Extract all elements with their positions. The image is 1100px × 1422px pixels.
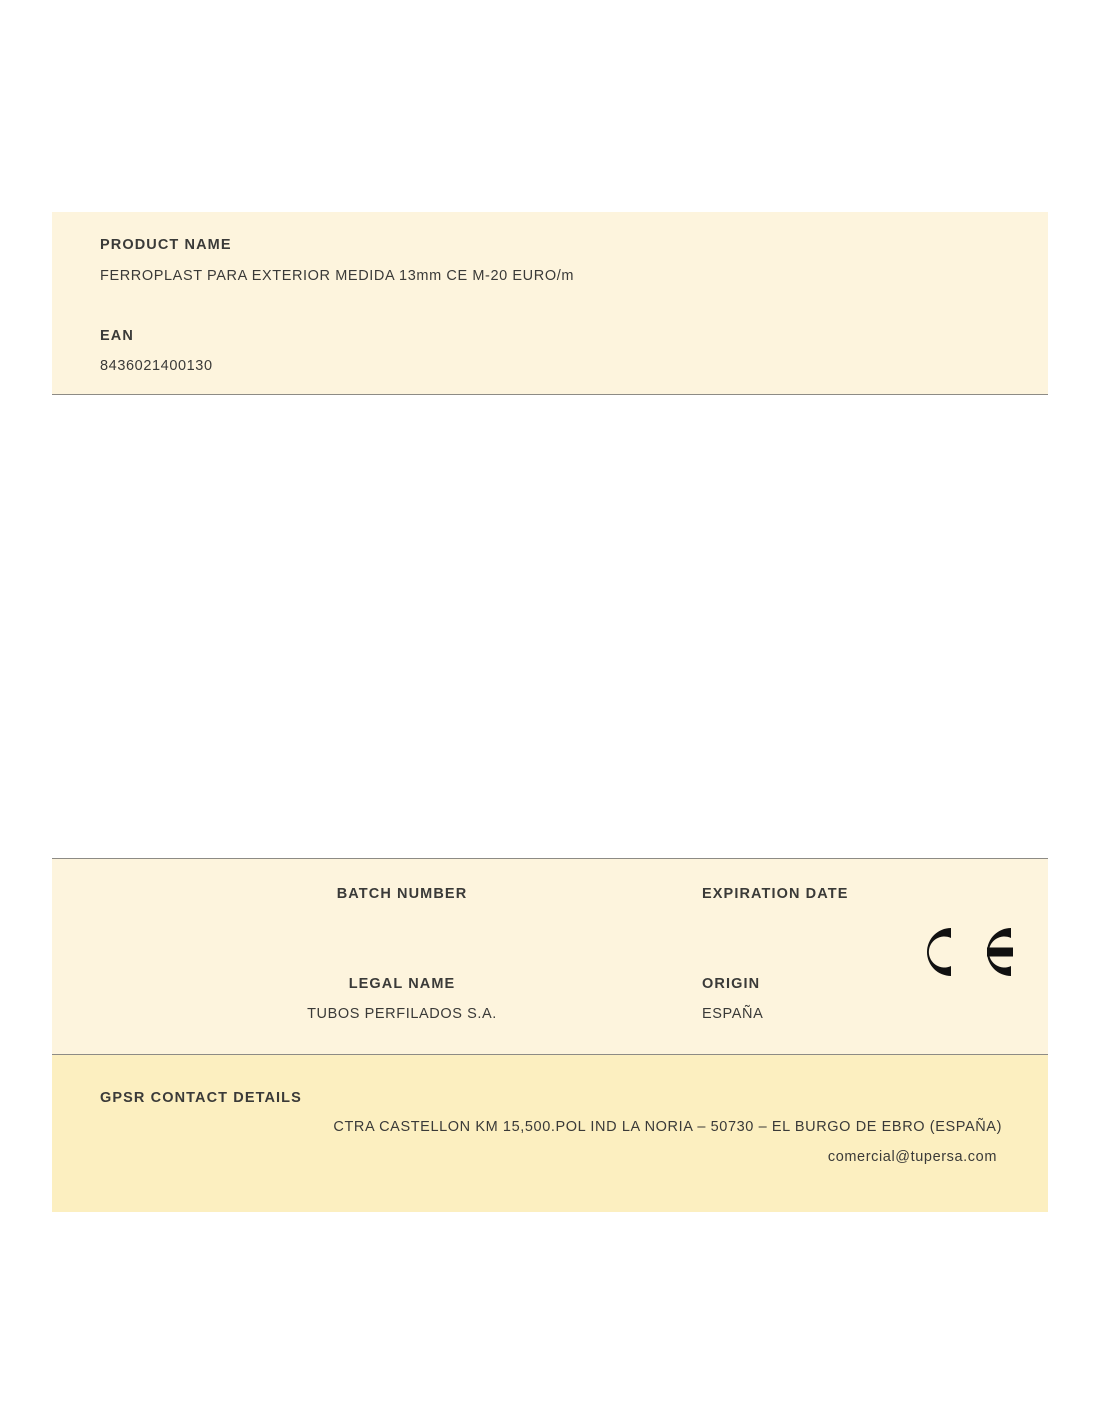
product-name-label: PRODUCT NAME — [100, 237, 232, 253]
ean-value: 8436021400130 — [100, 358, 213, 374]
legal-name-label: LEGAL NAME — [348, 976, 456, 992]
origin-label: ORIGIN — [702, 976, 761, 992]
ean-label: EAN — [100, 328, 134, 344]
product-name-value: FERROPLAST PARA EXTERIOR MEDIDA 13mm CE M-20 EURO/m — [100, 268, 575, 284]
ce-mark-icon — [907, 919, 1017, 985]
legal-name-value: TUBOS PERFILADOS S.A. — [307, 1006, 497, 1022]
gpsr-contact-block — [52, 1055, 1048, 1212]
blank-content-area — [52, 395, 1048, 858]
batch-legal-block — [52, 858, 1048, 1055]
gpsr-email[interactable]: comercial@tupersa.com — [827, 1149, 997, 1165]
product-info-block — [52, 212, 1048, 395]
gpsr-contact-label: GPSR CONTACT DETAILS — [100, 1090, 302, 1106]
gpsr-address: CTRA CASTELLON KM 15,500.POL IND LA NORIA – 50730 – EL BURGO DE EBRO (ESPAÑA) — [333, 1119, 1002, 1135]
origin-value: ESPAÑA — [702, 1006, 764, 1022]
expiration-date-label: EXPIRATION DATE — [702, 886, 849, 902]
batch-number-label: BATCH NUMBER — [336, 886, 468, 902]
